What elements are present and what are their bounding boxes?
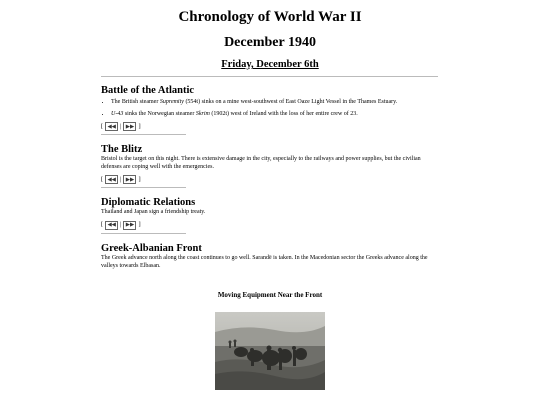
divider <box>101 134 186 135</box>
event-list <box>101 99 438 118</box>
prev-button[interactable]: ◀◀ <box>105 221 118 230</box>
date-heading: Friday, December 6th <box>221 59 319 70</box>
section-the-blitz <box>101 144 438 188</box>
list-item: • The British steamer Supremity (554t) sinks on a mine west-southwest of East Oaze Light Vessel in the Thames Estuary. <box>111 99 438 107</box>
divider <box>101 233 186 234</box>
next-button[interactable]: ▶▶ <box>123 122 136 131</box>
next-button[interactable]: ▶▶ <box>123 221 136 230</box>
prev-button[interactable]: ◀◀ <box>105 175 118 184</box>
section-text: Bristol is the target on this night. There is extensive damage in the city, especially to the railways and power supplies, but the civilian defenses are coping well with the emergencies. <box>101 156 421 170</box>
section-title: Battle of the Atlantic <box>101 85 195 96</box>
section-title: The Blitz <box>101 144 143 155</box>
page-title: Chronology of World War II <box>178 9 362 25</box>
divider <box>101 187 186 188</box>
next-button[interactable]: ▶▶ <box>123 175 136 184</box>
nav-row: [ ◀◀ | ▶▶ ] <box>101 122 141 130</box>
photo-caption: Moving Equipment Near the Front <box>217 291 323 299</box>
section-title: Diplomatic Relations <box>101 197 196 208</box>
section-greek-albanian-front <box>101 243 438 270</box>
nav-row: [ ◀◀ | ▶▶ ] <box>101 175 141 183</box>
photo <box>215 312 325 390</box>
month-title: December 1940 <box>224 35 316 50</box>
prev-button[interactable]: ◀◀ <box>105 122 118 131</box>
nav-row: [ ◀◀ | ▶▶ ] <box>101 221 141 228</box>
divider <box>101 76 438 77</box>
section-text: Thailand and Japan sign a friendship treaty. <box>101 209 206 215</box>
section-diplomatic-relations <box>101 197 438 234</box>
section-text: The Greek advance north along the coast continues to go well. Sarandë is taken. In the Macedonian sector the Greeks advance along the valleys towards Elbasan. <box>101 255 428 269</box>
section-battle-of-the-atlantic <box>101 85 438 135</box>
section-title: Greek-Albanian Front <box>101 243 202 254</box>
list-item: • U-43 sinks the Norwegian steamer Skrim (1902t) west of Ireland with the loss of her entire crew of 23. <box>111 111 438 119</box>
